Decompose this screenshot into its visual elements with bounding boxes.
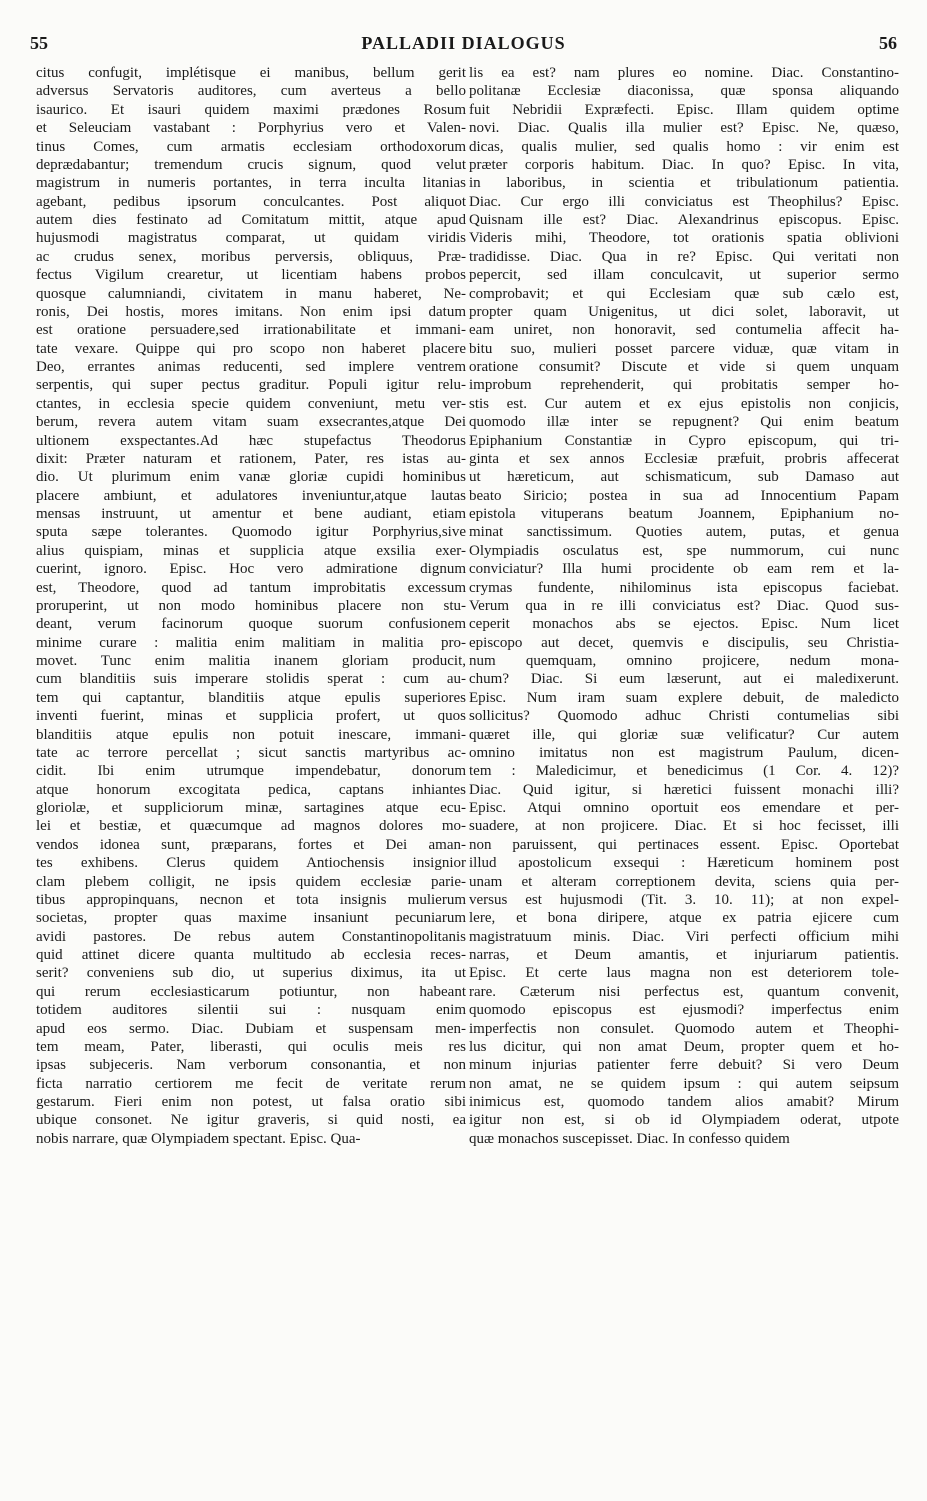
text-line: isaurico. Et isauri quidem maximi prædones Rosum [36, 101, 466, 118]
text-line: crymas fundente, nihilominus ista episcopus faciebat. [469, 579, 899, 596]
text-line: fectus Vigilum crearetur, ut licentiam habens probos [36, 267, 466, 284]
text-line: tem : Maledicimur, et benedicimus (1 Cor. 4. 12)? [469, 763, 899, 780]
page-number-left: 55 [30, 33, 48, 53]
text-line: Videris mihi, Theodore, tot orationis spatia oblivioni [469, 230, 899, 247]
text-line: citus confugit, implétisque ei manibus, bellum gerit [36, 65, 466, 81]
text-line: totidem auditores silentii sui : nusquam enim [36, 1002, 466, 1019]
text-line: placere ambiunt, et adulatores inveniuntur,atque lautas [36, 487, 466, 504]
text-line: chum? Diac. Si eum læserunt, aut ei maledixerunt. [469, 671, 899, 688]
text-line: ultionem exspectantes.Ad hæc stupefactus Theodorus [36, 432, 466, 449]
text-line: tes exhibens. Clerus quidem Antiochensis insignior [36, 855, 466, 872]
left-text-column [36, 64, 466, 1148]
text-line: tate ac terrore percellat ; sicut sanctis martyribus ac- [36, 744, 466, 761]
text-line: tradidisse. Diac. Qua in re? Episc. Qui veritati non [469, 248, 899, 265]
text-line: Episc. Atqui omnino oportuit eos emendare et per- [469, 800, 899, 816]
text-line: illud apostolicum exsequi : Hæreticum hominem post [469, 855, 899, 872]
text-line: tem meam, Pater, liberasti, qui oculis meis res [36, 1038, 466, 1055]
text-line: beato Siricio; postea in sua ad Innocentium Papam [469, 487, 899, 504]
text-line: præter corporis habitum. Diac. In quo? Episc. In vita, [469, 156, 899, 173]
text-line: conviciatur? Illa humi procidente ob eam rem et la- [469, 561, 899, 578]
text-line: unam et alteram correptionem devita, sciens quia per- [469, 873, 899, 890]
text-line: pepercit, sed illam conculcavit, ut superior sermo [469, 267, 899, 284]
text-line: episcopo aut decet, quemvis e discipulis, seu Christia- [469, 634, 899, 651]
text-line: lere, et bona diripere, atque ex patria ejicere cum [469, 910, 899, 927]
text-line: societas, propter quas maxime insaniunt pecuniarum [36, 910, 466, 927]
text-line: non paruissent, qui pertinaces essent. Episc. Oportebat [469, 836, 899, 853]
text-line: et Seleuciam vastabant : Porphyrius vero et Valen- [36, 120, 466, 137]
text-line: imperfectis non consulet. Quomodo autem et Theophi- [469, 1020, 899, 1037]
text-line: non amat, ne se quidem ipsum : qui autem seipsum [469, 1075, 899, 1092]
text-line: ubique consonet. Ne igitur graveris, si quid nosti, ea [36, 1112, 466, 1129]
text-line: ginta et sex annos Ecclesiæ præfuit, probris affecerat [469, 450, 899, 467]
text-line: qui rerum ecclesiasticarum potiuntur, non habeant [36, 983, 466, 1000]
text-line: Episc. Num iram suam explere debuit, de maledicto [469, 689, 899, 706]
text-line: Epiphanium Constantiæ in Cypro episcopum, qui tri- [469, 432, 899, 449]
text-line: gestarum. Fieri enim non potest, ut falsa oratio sibi [36, 1094, 466, 1110]
running-title: PALLADII DIALOGUS [361, 33, 566, 53]
text-line: oratione consumit? Discute et vide si quem unquam [469, 359, 899, 375]
text-line: bitu suo, mulieri posset parcere viduæ, quæ vitam in [469, 340, 899, 357]
text-line: omnino imitatus non est magistrum Paulum, dicen- [469, 744, 899, 761]
text-line: quid attinet dicere quanta multitudo ab ecclesia reces- [36, 947, 466, 963]
text-line: novi. Diac. Qualis illa mulier est? Episc. Ne, quæso, [469, 120, 899, 137]
text-line: Diac. Quid igitur, si hæretici fuissent monachi illi? [469, 781, 899, 798]
text-line: tibus appropinquans, necnon et tota insignis mulierum [36, 891, 466, 908]
text-line: sputa sæpe tolerantes. Quomodo igitur Porphyrius,sive [36, 524, 466, 541]
text-line: Verum qua in re illi conviciatus est? Diac. Quod sus- [469, 597, 899, 614]
text-line: est oratione persuadere,sed irrationabilitate et immani- [36, 322, 466, 339]
text-line: hujusmodi magistratus comparat, ut quidam viridis [36, 230, 466, 247]
text-line: serpentis, qui super pectus graditur. Populi igitur relu- [36, 377, 466, 394]
text-line: tate vexare. Quippe qui pro scopo non haberet placere [36, 340, 466, 357]
text-line: mensas instruunt, ut amentur et bene audiant, etiam [36, 506, 466, 522]
text-line: ac crudus senex, moribus perversis, obliquus, Præ- [36, 248, 466, 265]
text-line: Deo, errantes animas reducenti, sed implere ventrem [36, 359, 466, 375]
text-line: igitur non est, si ob id Olympiadem oderat, utpote [469, 1112, 899, 1129]
text-line: magistrum in numeris portantes, in terra inculta litanias [36, 175, 466, 192]
text-line: inventi fuerint, minas et supplicia profert, ut quos [36, 708, 466, 725]
text-line: blanditiis atque epulis non potuit inescare, immani- [36, 726, 466, 743]
text-line: ceperit monachos abs se ejectos. Episc. Num licet [469, 616, 899, 633]
text-line: quomodo illæ inter se repugnent? Qui enim beatum [469, 414, 899, 431]
text-line: num quemquam, omnino projicere, nedum mona- [469, 653, 899, 669]
text-line: suadere, at non projicere. Diac. Et si hoc fecisset, illi [469, 818, 899, 835]
text-line: inimicus est, quomodo tandem alios amabit? Mirum [469, 1094, 899, 1110]
text-line: epistola vituperans beatum Joannem, Epiphanium no- [469, 506, 899, 522]
text-line: eam uniret, non honoravit, sed contumelia affecit ha- [469, 322, 899, 339]
text-line: proruperint, ut non modo hominibus placere non stu- [36, 597, 466, 614]
text-line: comprobavit; et qui Ecclesiam quæ sub cælo est, [469, 285, 899, 302]
text-line: avidi pastores. De rebus autem Constantinopolitanis [36, 928, 466, 945]
text-line: politanæ Ecclesiæ diaconissa, quæ sponsa aliquando [469, 83, 899, 100]
text-line: quæ monachos suscepisset. Diac. In confesso quidem [469, 1130, 790, 1147]
text-line: autem dies festinato ad Comitatum mittit, atque apud [36, 212, 466, 228]
text-line: adversus Servatoris auditores, cum averteus a bello [36, 83, 466, 100]
right-text-column [469, 64, 899, 1148]
text-line: Episc. Et certe laus magna non est deteriorem tole- [469, 965, 899, 982]
text-line: deprædabantur; tremendum crucis signum, quod velut [36, 156, 466, 173]
text-line: nobis narrare, quæ Olympiadem spectant. Episc. Qua- [36, 1130, 361, 1147]
text-line: alius quispiam, minas et supplicia atque exsilia exer- [36, 542, 466, 559]
text-line: agebant, pedibus ipsorum conculcantes. Post aliquot [36, 193, 466, 210]
text-line: ut hæreticum, aut schismaticum, sub Damaso aut [469, 469, 899, 486]
text-line: ronis, Dei hostis, mores imitans. Non enim ipsi datum [36, 303, 466, 320]
text-line: versus est hujusmodi (Tit. 3. 10. 11); at non expel- [469, 891, 899, 908]
text-line: vendos idonea sunt, præparans, fortes et Dei aman- [36, 836, 466, 853]
text-line: Diac. Cur ergo illi conviciatus est Theophilus? Episc. [469, 193, 899, 210]
text-line: dixit: Præter naturam et rationem, Pater, res istas au- [36, 450, 466, 467]
text-line: apud eos sermo. Diac. Dubiam et suspensam men- [36, 1020, 466, 1037]
text-line: dio. Ut plurimum enim vanæ gloriæ cupidi hominibus [36, 469, 466, 486]
text-line: Quisnam ille est? Diac. Alexandrinus episcopus. Episc. [469, 212, 899, 228]
text-line: gloriolæ, et suppliciorum minæ, sartagines atque ecu- [36, 800, 466, 816]
text-line: deant, verum facinorum quoque suorum confusionem [36, 616, 466, 633]
running-header [30, 33, 897, 57]
text-line: minum injurias patienter ferre debuit? Si vero Deum [469, 1057, 899, 1074]
text-line: stis est. Cur autem et ex ejus epistolis non conjicis, [469, 395, 899, 412]
text-line: fuit Nebridii Expræfecti. Episc. Illam quidem optime [469, 101, 899, 118]
text-line: ficta narratio certiorem me fecit de veritate rerum [36, 1075, 466, 1092]
text-line: rare. Cæterum nisi perfectus est, quantum convenit, [469, 983, 899, 1000]
text-line: minat sanctissimum. Quoties autem, putas, et genua [469, 524, 899, 541]
text-line: Olympiadis osculatus est, spe nummorum, cui nunc [469, 542, 899, 559]
text-line: magistratuum minis. Diac. Viri perfecti officium mihi [469, 928, 899, 945]
text-line: minime curare : malitia enim malitiam in malitia pro- [36, 634, 466, 651]
text-line: tem qui captantur, blanditiis atque epulis superiores [36, 689, 466, 706]
text-line: est, Theodore, quod ad tantum improbitatis excessum [36, 579, 466, 596]
text-line: quæret ille, qui gloriæ suæ velificatur? Cur autem [469, 726, 899, 743]
text-line: lis ea est? nam plures eo nomine. Diac. Constantino- [469, 65, 899, 81]
text-line: cum blanditiis suis imperare stolidis sperat : cum au- [36, 671, 466, 688]
text-line: clam plebem colligit, ne ipsis quidem ecclesiæ parie- [36, 873, 466, 890]
text-line: sollicitus? Quomodo adhuc Christi contumelias sibi [469, 708, 899, 725]
text-line: cidit. Ibi enim utrumque impendebatur, donorum [36, 763, 466, 780]
text-line: quosque calumniandi, civitatem in manu haberet, Ne- [36, 285, 466, 302]
text-line: narras, et Deum amantis, et injuriarum patientis. [469, 947, 899, 963]
text-line: improbum reprehenderit, qui probitatis semper ho- [469, 377, 899, 394]
text-line: propter quam Unigenitus, ut dici solet, laboravit, ut [469, 303, 899, 320]
text-line: in laboribus, in scientia et tribulationum patientia. [469, 175, 899, 192]
text-line: serit? conveniens sub dio, ut superius diximus, ita ut [36, 965, 466, 982]
text-line: ctantes, in ecclesia specie quidem conveniunt, metu ver- [36, 395, 466, 412]
text-line: atque honorum excogitata pedica, captans inhiantes [36, 781, 466, 798]
text-line: quomodo episcopus est ejusmodi? imperfectus enim [469, 1002, 899, 1019]
text-line: dicas, qualis mulier, sed qualis homo : vir enim est [469, 138, 899, 155]
page-number-right: 56 [879, 33, 897, 53]
text-line: tinus Comes, cum armatis ecclesiam orthodoxorum [36, 138, 466, 155]
text-line: lei et bestiæ, et quæcumque ad magnos dolores mo- [36, 818, 466, 835]
text-line: ipsas subjeceris. Nam verborum consonantia, et non [36, 1057, 466, 1074]
text-line: cuerint, ignoro. Episc. Hoc vero admiratione dignum [36, 561, 466, 578]
text-line: berum, revera autem vitam suam exsecrantes,atque Dei [36, 414, 466, 431]
text-line: lus dicitur, qui non amat Deum, propter quem et ho- [469, 1038, 899, 1055]
text-line: movet. Tunc enim malitia inanem gloriam producit, [36, 653, 466, 669]
